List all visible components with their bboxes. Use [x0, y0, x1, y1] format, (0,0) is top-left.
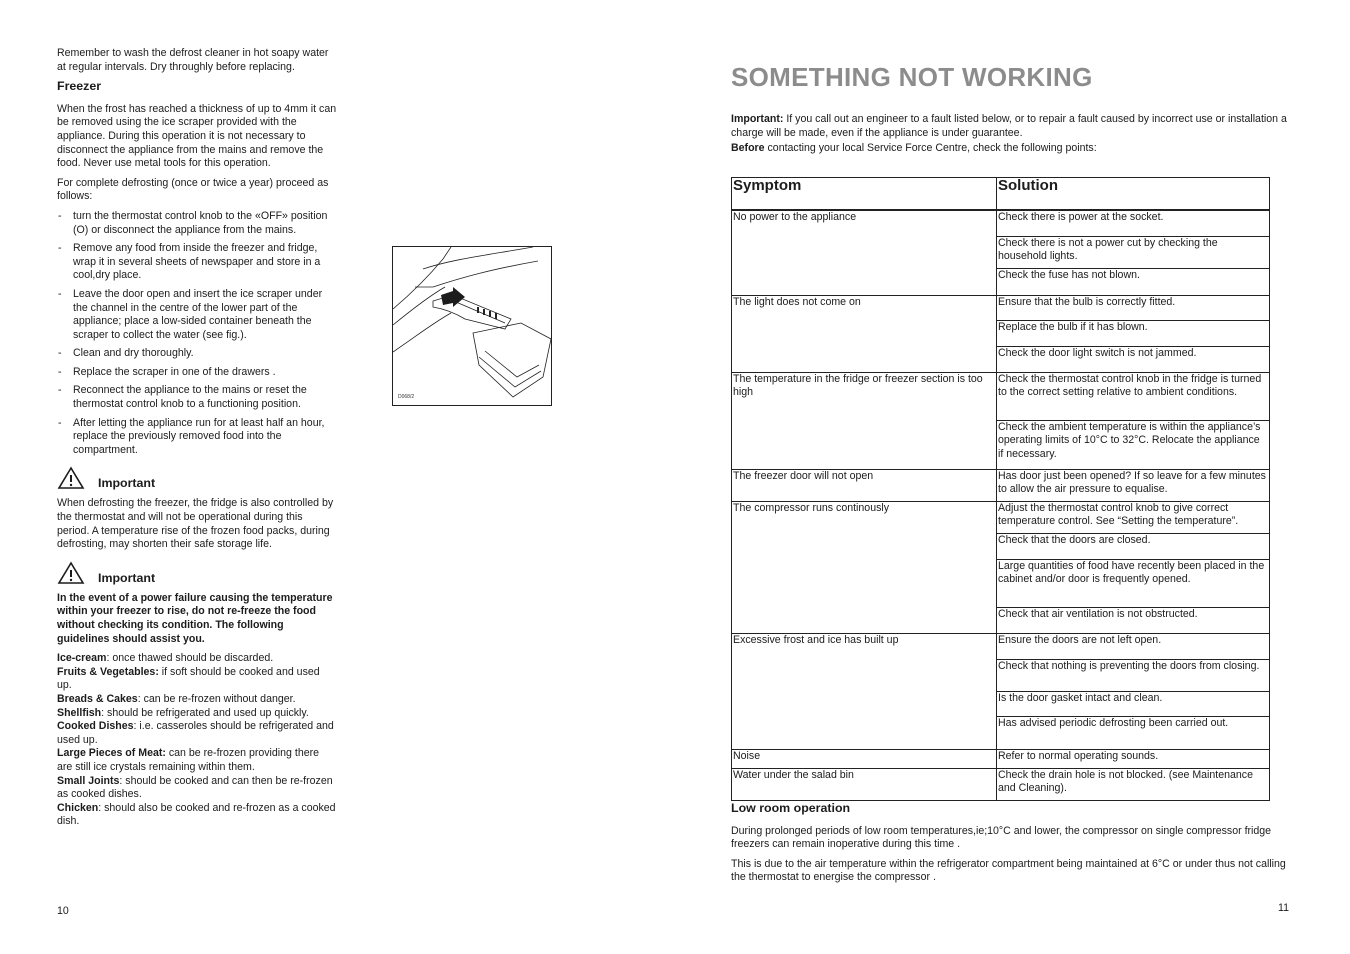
table-row [732, 373, 1269, 470]
table-row [732, 502, 1269, 634]
solution-cell: Has advised periodic defrosting been carried out. [998, 717, 1229, 729]
low-room-heading: Low room operation [731, 801, 851, 815]
column-header-solution: Solution [998, 177, 1058, 194]
solution-cell: Check the drain hole is not blocked. (see Maintenance and Cleaning). [998, 769, 1253, 795]
page-number-left: 10 [57, 905, 69, 917]
symptom-cell: No power to the appliance [732, 211, 997, 295]
freezer-paragraph-1: When the frost has reached a thickness of up to 4mm it can be removed using the ice scraper provided with the appliance. During this operation it is not necessary to disconnect the appliance from the mains and remove the food. Never use metal tools for this operation. [57, 102, 337, 170]
solution-cell: Replace the bulb if it has blown. [997, 321, 1269, 347]
low-room-paragraph-2: This is due to the air temperature within the refrigerator compartment being maintained at 6°C or under thus not calling the thermostat to energise the compressor . [731, 857, 1286, 884]
defrost-step: - turn the thermostat control knob to the «OFF» position (O) or disconnect the appliance from the mains. [57, 210, 337, 237]
table-row [732, 750, 1269, 769]
symptom-cell: The freezer door will not open [732, 470, 997, 501]
table-row [732, 634, 1269, 750]
solution-cell: Check that the doors are closed. [997, 534, 1269, 560]
low-room-paragraph-1: During prolonged periods of low room temperatures,ie;10°C and lower, the compressor on single compressor fridge freezers can remain inoperative during this time . [731, 824, 1272, 851]
defrost-step: - Reconnect the appliance to the mains or reset the thermostat control knob to a functioning position. [57, 384, 337, 411]
solution-cell: Check the door light switch is not jammed. [998, 347, 1197, 359]
table-header [732, 178, 1269, 211]
defrost-cleaner-note: Remember to wash the defrost cleaner in hot soapy water at regular intervals. Dry throughly before replacing. [57, 47, 329, 73]
symptom-cell: The temperature in the fridge or freezer section is too high [732, 373, 997, 469]
defrost-step: - Clean and dry thoroughly. [57, 347, 337, 361]
page-title: SOMETHING NOT WORKING [731, 62, 1093, 92]
symptom-cell: Noise [732, 750, 997, 768]
symptom-cell: The light does not come on [732, 296, 997, 372]
solution-cell: Check the thermostat control knob in the fridge is turned to the correct setting relative to ambient conditions. [997, 373, 1269, 421]
symptom-cell: Water under the salad bin [732, 769, 997, 800]
solution-cell: Ensure that the bulb is correctly fitted. [997, 296, 1269, 321]
guideline-item: Small Joints: should be cooked and can then be re-frozen as cooked dishes. [57, 774, 333, 801]
important-title: Important [98, 570, 156, 585]
table-row [732, 296, 1269, 373]
defrost-steps-list [57, 210, 337, 458]
figure-code: D068/2 [398, 394, 415, 400]
ice-scraper-illustration [393, 247, 551, 405]
solution-cell: Check that nothing is preventing the doors from closing. [997, 660, 1269, 692]
low-room-section [731, 802, 1291, 891]
defrost-step: - After letting the appliance run for at least half an hour, replace the previously removed food into the compartment. [57, 417, 337, 458]
defrost-step: - Remove any food from inside the freezer and fridge, wrap it in several sheets of newspaper and store in a cool,dry place. [57, 242, 337, 283]
warning-triangle-icon [57, 466, 85, 490]
before-note: Before contacting your local Service Force Centre, check the following points: [731, 142, 1097, 155]
defrost-step: - Leave the door open and insert the ice scraper under the channel in the centre of the lower part of the appliance; place a low-sided container beneath the scraper to collect the water (see fig.). [57, 288, 337, 342]
important-title: Important [98, 476, 156, 491]
important-note: Important: If you call out an engineer to a fault listed below, or to repair a fault caused by incorrect use or installation a charge will be made, even if the appliance is under guarantee. [731, 113, 1287, 139]
warning-triangle-icon [57, 561, 85, 585]
solution-cell: Large quantities of food have recently been placed in the cabinet and/or door is frequently opened. [997, 560, 1269, 608]
important-heading-1 [57, 466, 337, 490]
solution-cell: Is the door gasket intact and clean. [997, 692, 1269, 717]
symptom-cell: The compressor runs continously [732, 502, 997, 633]
table-row [732, 211, 1269, 296]
guideline-item: Shellfish: should be refrigerated and used up quickly. [57, 706, 309, 719]
food-guidelines [57, 652, 337, 829]
guideline-item: Breads & Cakes: can be re-frozen without danger. [57, 692, 296, 705]
symptom-cell: Excessive frost and ice has built up [732, 634, 997, 749]
ice-scraper-figure [392, 246, 552, 406]
important-paragraph-1: When defrosting the freezer, the fridge is also controlled by the thermostat and will not be operational during this period. A temperature rise of the frozen food packs, during defrosting, may shorten their safe storage life. [57, 497, 334, 551]
guideline-item: Fruits & Vegetables: if soft should be cooked and used up. [57, 665, 320, 692]
solution-cell: Refer to normal operating sounds. [998, 750, 1159, 762]
right-page-column [731, 62, 1291, 156]
solution-cell: Adjust the thermostat control knob to give correct temperature control. See “Setting the temperature”. [997, 502, 1269, 534]
freezer-paragraph-2: For complete defrosting (once or twice a year) proceed as follows: [57, 176, 329, 203]
guideline-item: Large Pieces of Meat: can be re-frozen providing there are still ice crystals remaining within them. [57, 747, 320, 773]
solution-cell: Check there is not a power cut by checking the household lights. [997, 237, 1269, 269]
troubleshooting-table [731, 177, 1270, 801]
important-paragraph-2: In the event of a power failure causing the temperature within your freezer to rise, do not re-freeze the food without checking its condition. The following guidelines should assist you. [57, 591, 333, 645]
solution-cell: Has door just been opened? If so leave for a few minutes to allow the air pressure to equalise. [998, 470, 1266, 496]
defrost-step: - Replace the scraper in one of the drawers . [57, 366, 337, 380]
solution-cell: Check the ambient temperature is within the appliance’s operating limits of 10°C to 32°C. Relocate the appliance if necessary. [998, 421, 1261, 460]
important-heading-2 [57, 561, 337, 585]
guideline-item: Ice-cream: once thawed should be discarded. [57, 652, 274, 665]
solution-cell: Check there is power at the socket. [997, 211, 1269, 237]
table-row [732, 769, 1269, 800]
solution-cell: Ensure the doors are not left open. [997, 634, 1269, 660]
table-row [732, 470, 1269, 502]
freezer-heading: Freezer [57, 79, 102, 94]
left-page-column [57, 47, 337, 829]
page-number-right: 11 [1278, 902, 1289, 914]
solution-cell: Check that air ventilation is not obstructed. [998, 608, 1198, 620]
solution-cell: Check the fuse has not blown. [998, 269, 1140, 281]
guideline-item: Chicken: should also be cooked and re-frozen as a cooked dish. [57, 801, 336, 828]
guideline-item: Cooked Dishes: i.e. casseroles should be refrigerated and used up. [57, 720, 334, 746]
column-header-symptom: Symptom [732, 178, 997, 209]
